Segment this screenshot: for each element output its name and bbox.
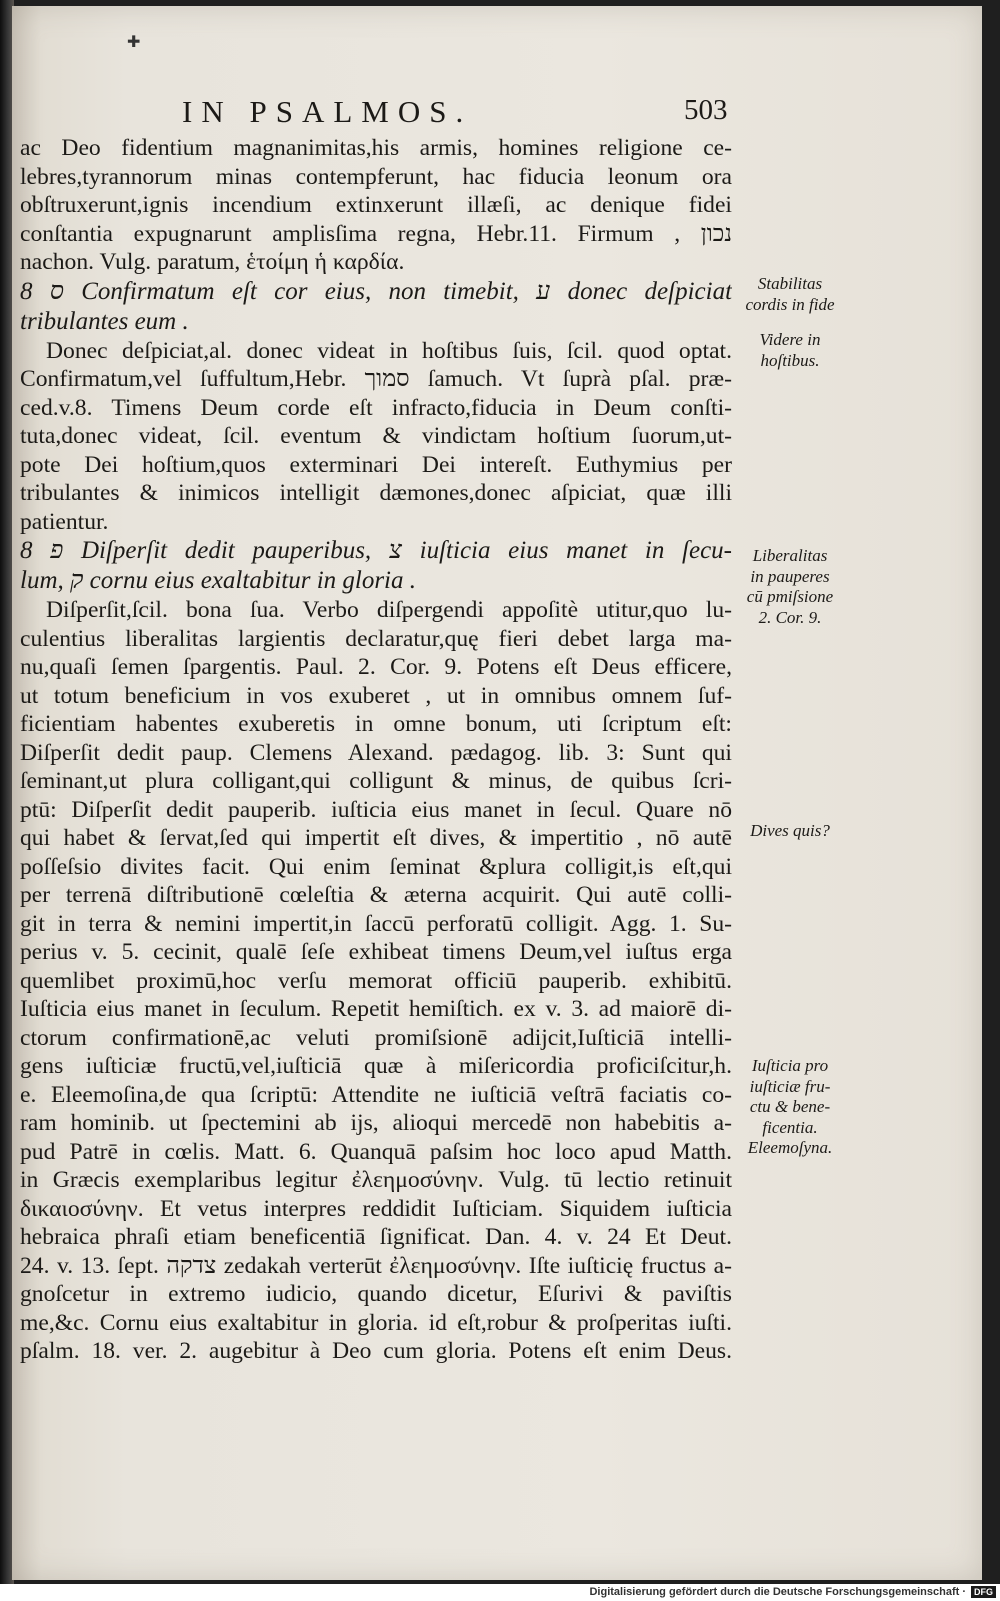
text-line: pſalm. 18. ver. 2. augebitur à Deo cum gloria. Potens eſt enim Deus. — [20, 1338, 732, 1364]
text-line: perius v. 5. cecinit, qualē ſeſe exhibeat timens Deum,vel iuſtus erga — [20, 939, 732, 965]
sidenote-line: 2. Cor. 9. — [758, 607, 822, 627]
text-line: pud Patrē in cœlis. Matt. 6. Quanquā paſsim hoc loco apud Matth. — [20, 1138, 732, 1165]
text-line: obſtruxerunt,ignis incendium extinxerunt illæſi, ac denique fidei — [20, 192, 732, 218]
funding-notice: Digitalisierung gefördert durch die Deutsche Forschungsgemeinschaft · — [589, 1586, 966, 1598]
verse-line: 8 ס Confirmatum eſt cor eius, non timebit, ע donec deſpiciat — [20, 277, 732, 305]
sidenote-line: hoſtibus. — [760, 350, 820, 370]
text-line: ram hominib. ut ſpectemini ab ijs, alioqui mercedē non habebitis a- — [20, 1110, 732, 1136]
book-page — [12, 6, 982, 1580]
text-line: Diſperſit,ſcil. bona ſua. Verbo diſpergendi appoſitè utitur,quo lu- — [46, 597, 732, 623]
sidenote-line: in pauperes — [750, 566, 830, 586]
text-line: culentius liberalitas largientis declaratur,quę fieri debet larga ma- — [20, 625, 732, 652]
text-line: Confirmatum,vel ſuffultum,Hebr. סמוך ſamuch. Vt ſuprà pſal. præ- — [20, 366, 732, 392]
sidenote-line: Stabilitas — [757, 274, 823, 293]
text-line: 24. v. 13. ſept. צדקה zedakah verterūt ἐλεημοσύνην. Iſte iuſticię fructus a- — [20, 1252, 732, 1279]
text-line: me,&c. Cornu eius exaltabitur in gloria. id eſt,robur & proſperitas iuſti. — [20, 1309, 732, 1336]
text-line: in Græcis exemplaribus legitur ἐλεημοσύνην. Vulg. tū lectio retinuit — [20, 1167, 732, 1193]
running-head: IN PSALMOS. — [182, 94, 473, 129]
text-line: tuta,donec videat, ſcil. eventum & vindictam hoſtium ſuorum,ut- — [20, 423, 732, 449]
text-line: hebraica phraſi etiam beneficentiā ſignificat. Dan. 4. v. 24 Et Deut. — [20, 1224, 732, 1250]
text-line: qui habet & ſervat,ſed qui impertit eſt dives, & impertitio , nō autē — [20, 825, 732, 851]
sidenote-stabilitas — [734, 274, 846, 315]
footer-bar — [0, 1584, 1000, 1601]
main-text — [20, 134, 732, 1366]
text-line: per terrenā diſtributionē cœleſtia & æterna acquirit. Qui autē colli- — [20, 882, 732, 908]
text-line: ac Deo fidentium magnanimitas,his armis, homines religione ce- — [20, 135, 732, 161]
sidenote-line: Iuſticia pro — [751, 1056, 829, 1075]
text-line: ced.v.8. Timens Deum corde eſt infracto,fiducia in Deum conſti- — [20, 394, 732, 421]
sidenote-line: Liberalitas — [752, 546, 828, 565]
sidenote-line: Videre in — [759, 330, 821, 349]
text-line: nu,quaſi ſemen ſpargentis. Paul. 2. Cor. 9. Potens eſt Deus efficere, — [20, 654, 732, 680]
text-line: ut totum beneficium in vos exuberet , ut in omnibus omnem ſuf- — [20, 682, 732, 709]
sidenote-line: Eleemoſyna. — [747, 1138, 833, 1157]
sidenote-dives — [734, 821, 846, 842]
text-line: Donec deſpiciat,al. donec videat in hoſtibus ſuis, ſcil. quod optat. — [46, 337, 732, 364]
text-line: nachon. Vulg. paratum, ἑτοίμη ἡ καρδία. — [20, 249, 405, 275]
text-line: Diſperſit dedit paup. Clemens Alexand. pædagog. lib. 3: Sunt qui — [20, 739, 732, 766]
text-line: conſtantia expugnarunt amplisſima regna, Hebr.11. Firmum , נכון — [20, 220, 732, 247]
text-line: ſeminant,ut plura colligant,qui colligunt & minus, de quibus ſcri- — [20, 768, 732, 794]
text-line: gens iuſticiæ fructū,vel,iuſticiā quæ à miſericordia proficiſcitur,h. — [20, 1053, 732, 1079]
text-line: poſſeſsio divites facit. Qui enim ſeminat &plura colligit,is eſt,qui — [20, 853, 732, 880]
sidenote-line: ficentia. — [762, 1117, 818, 1137]
sidenote-line: ctu & bene- — [749, 1097, 831, 1116]
page-mark: ✚ — [127, 32, 141, 51]
text-line: e. Eleemoſina,de qua ſcriptū: Attendite ne iuſticiā veſtrā faciatis co- — [20, 1081, 732, 1108]
text-line: quemlibet proximū,hoc verſu memorat officiū pauperib. exhibitū. — [20, 967, 732, 994]
text-line: ctorum confirmationē,ac veluti promiſsionē adijcit,Iuſticiā intelli- — [20, 1024, 732, 1051]
text-line: patientur. — [20, 508, 109, 535]
text-line: tribulantes & inimicos intelligit dæmones,donec aſpiciat, quæ illi — [20, 480, 732, 506]
verse-line: tribulantes eum . — [20, 307, 189, 335]
sidenote-iusticia — [734, 1056, 846, 1159]
text-line: git in terra & nemini impertit,in ſaccū perforatū colligit. Agg. 1. Su- — [20, 910, 732, 937]
sidenote-line: Dives quis? — [750, 821, 830, 840]
sidenote-line: cū pmiſsione — [746, 587, 834, 606]
text-line: lebres,tyrannorum minas contempferunt, hac fiducia leonum ora — [20, 163, 732, 190]
dfg-logo: DFG — [971, 1586, 996, 1598]
text-line: δικαιοσύνην. Et vetus interpres reddidit Iuſticiam. Siquidem iuſticia — [20, 1195, 732, 1222]
sidenote-videre — [734, 330, 846, 371]
sidenote-line: cordis in fide — [745, 294, 835, 314]
text-line: gnoſcetur in extremo iudicio, quando dicetur, Eſurivi & paviſtis — [20, 1281, 732, 1307]
text-line: pote Dei hoſtium,quos exterminari Dei intereſt. Euthymius per — [20, 451, 732, 478]
sidenote-liberalitas — [734, 546, 846, 628]
text-line: Iuſticia eius manet in ſeculum. Repetit hemiſtich. ex v. 3. ad maiorē di- — [20, 996, 732, 1022]
verse-line: lum, ק cornu eius exaltabitur in gloria . — [20, 567, 417, 594]
page-number: 503 — [684, 94, 728, 126]
text-line: ficientiam habentes exuberetis in omne bonum, uti ſcriptum eſt: — [20, 711, 732, 737]
verse-line: 8 פ Diſperſit dedit pauperibus, צ iuſticia eius manet in ſecu- — [20, 537, 732, 564]
text-line: ptū: Diſperſit dedit pauperib. iuſticia eius manet in ſecul. Quare nō — [20, 796, 732, 823]
sidenote-line: iuſticiæ fru- — [749, 1076, 831, 1096]
